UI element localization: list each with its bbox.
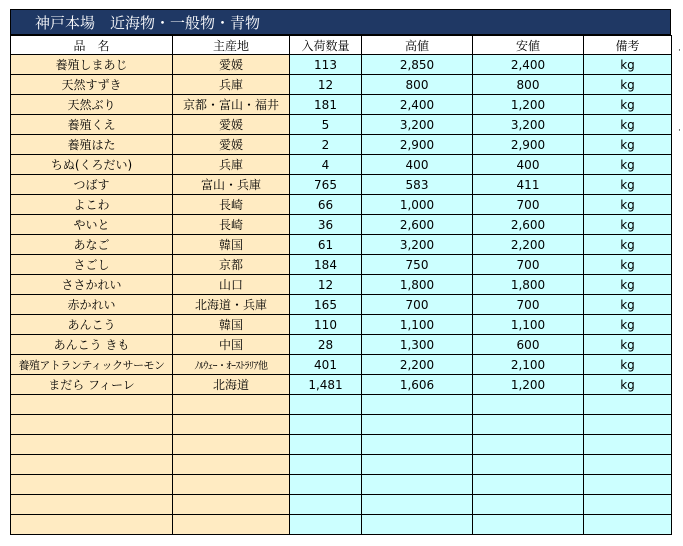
- price-sheet: [10, 9, 671, 535]
- empty-low-price-cell[interactable]: [473, 435, 584, 455]
- product-name-cell[interactable]: 赤かれい: [11, 295, 173, 315]
- product-name-cell[interactable]: さごし: [11, 255, 173, 275]
- table-row: [11, 295, 672, 315]
- high-price-cell[interactable]: 1,800: [362, 275, 473, 295]
- empty-origin-cell[interactable]: [173, 395, 290, 415]
- product-name-cell[interactable]: あんこう きも: [11, 335, 173, 355]
- high-price-cell[interactable]: 400: [362, 155, 473, 175]
- high-price-cell[interactable]: 1,000: [362, 195, 473, 215]
- quantity-cell[interactable]: 5: [290, 115, 362, 135]
- empty-row: [11, 495, 672, 515]
- origin-cell[interactable]: 韓国: [173, 235, 290, 255]
- empty-product-name-cell[interactable]: [11, 475, 173, 495]
- quantity-cell[interactable]: 113: [290, 55, 362, 75]
- origin-cell[interactable]: 兵庫: [173, 155, 290, 175]
- high-price-cell[interactable]: 2,900: [362, 135, 473, 155]
- quantity-cell[interactable]: 2: [290, 135, 362, 155]
- note-cell[interactable]: kg: [584, 75, 672, 95]
- origin-cell[interactable]: 長崎: [173, 215, 290, 235]
- price-table: [10, 35, 672, 535]
- empty-quantity-cell[interactable]: [290, 515, 362, 535]
- empty-row: [11, 475, 672, 495]
- note-cell[interactable]: kg: [584, 115, 672, 135]
- origin-cell[interactable]: 富山・兵庫: [173, 175, 290, 195]
- quantity-cell[interactable]: 12: [290, 275, 362, 295]
- table-row: [11, 375, 672, 395]
- origin-cell[interactable]: 愛媛: [173, 55, 290, 75]
- empty-high-price-cell[interactable]: [362, 455, 473, 475]
- table-row: [11, 315, 672, 335]
- origin-cell[interactable]: ﾉﾙｳｪｰ・ｵｰｽﾄﾗﾘｱ他: [173, 355, 290, 375]
- high-price-cell[interactable]: 700: [362, 295, 473, 315]
- low-price-cell[interactable]: 400: [473, 155, 584, 175]
- quantity-cell[interactable]: 66: [290, 195, 362, 215]
- low-price-cell[interactable]: 411: [473, 175, 584, 195]
- table-row: [11, 195, 672, 215]
- empty-row: [11, 455, 672, 475]
- empty-row: [11, 515, 672, 535]
- header-high: 高値: [362, 36, 473, 55]
- high-price-cell[interactable]: 2,200: [362, 355, 473, 375]
- high-price-cell[interactable]: 2,850: [362, 55, 473, 75]
- low-price-cell[interactable]: 800: [473, 75, 584, 95]
- empty-quantity-cell[interactable]: [290, 455, 362, 475]
- table-row: [11, 335, 672, 355]
- origin-cell[interactable]: 長崎: [173, 195, 290, 215]
- quantity-cell[interactable]: 36: [290, 215, 362, 235]
- table-row: [11, 55, 672, 75]
- origin-cell[interactable]: 北海道: [173, 375, 290, 395]
- empty-product-name-cell[interactable]: [11, 515, 173, 535]
- note-cell[interactable]: kg: [584, 355, 672, 375]
- note-cell[interactable]: kg: [584, 55, 672, 75]
- note-cell[interactable]: kg: [584, 135, 672, 155]
- table-row: [11, 275, 672, 295]
- empty-high-price-cell[interactable]: [362, 415, 473, 435]
- table-row: [11, 135, 672, 155]
- origin-cell[interactable]: 京都・富山・福井: [173, 95, 290, 115]
- empty-low-price-cell[interactable]: [473, 515, 584, 535]
- quantity-cell[interactable]: 181: [290, 95, 362, 115]
- header-quantity: 入荷数量: [290, 36, 362, 55]
- low-price-cell[interactable]: 700: [473, 295, 584, 315]
- empty-origin-cell[interactable]: [173, 475, 290, 495]
- empty-origin-cell[interactable]: [173, 495, 290, 515]
- note-cell[interactable]: kg: [584, 95, 672, 115]
- note-cell[interactable]: kg: [584, 375, 672, 395]
- empty-note-cell[interactable]: [584, 475, 672, 495]
- low-price-cell[interactable]: 1,800: [473, 275, 584, 295]
- empty-low-price-cell[interactable]: [473, 415, 584, 435]
- empty-product-name-cell[interactable]: [11, 455, 173, 475]
- quantity-cell[interactable]: 61: [290, 235, 362, 255]
- quantity-cell[interactable]: 28: [290, 335, 362, 355]
- table-row: [11, 155, 672, 175]
- product-name-cell[interactable]: あんこう: [11, 315, 173, 335]
- empty-quantity-cell[interactable]: [290, 415, 362, 435]
- product-name-cell[interactable]: ささかれい: [11, 275, 173, 295]
- empty-origin-cell[interactable]: [173, 515, 290, 535]
- high-price-cell[interactable]: 2,600: [362, 215, 473, 235]
- low-price-cell[interactable]: 2,900: [473, 135, 584, 155]
- origin-cell[interactable]: 愛媛: [173, 135, 290, 155]
- origin-cell[interactable]: 北海道・兵庫: [173, 295, 290, 315]
- note-cell[interactable]: kg: [584, 335, 672, 355]
- header-note: 備考: [584, 36, 672, 55]
- product-name-cell[interactable]: ちぬ(くろだい): [11, 155, 173, 175]
- low-price-cell[interactable]: 2,200: [473, 235, 584, 255]
- empty-note-cell[interactable]: [584, 495, 672, 515]
- empty-high-price-cell[interactable]: [362, 435, 473, 455]
- low-price-cell[interactable]: 1,200: [473, 95, 584, 115]
- table-row: [11, 355, 672, 375]
- product-name-cell[interactable]: 養殖はた: [11, 135, 173, 155]
- empty-row: [11, 435, 672, 455]
- quantity-cell[interactable]: 184: [290, 255, 362, 275]
- note-cell[interactable]: kg: [584, 235, 672, 255]
- note-cell[interactable]: kg: [584, 295, 672, 315]
- empty-quantity-cell[interactable]: [290, 495, 362, 515]
- empty-note-cell[interactable]: [584, 515, 672, 535]
- header-row: [11, 36, 672, 55]
- note-cell[interactable]: kg: [584, 175, 672, 195]
- origin-cell[interactable]: 愛媛: [173, 115, 290, 135]
- header-low: 安値: [473, 36, 584, 55]
- product-name-cell[interactable]: よこわ: [11, 195, 173, 215]
- high-price-cell[interactable]: 2,400: [362, 95, 473, 115]
- empty-quantity-cell[interactable]: [290, 435, 362, 455]
- empty-product-name-cell[interactable]: [11, 395, 173, 415]
- product-name-cell[interactable]: 養殖しまあじ: [11, 55, 173, 75]
- note-cell[interactable]: kg: [584, 315, 672, 335]
- header-name: 品 名: [11, 36, 173, 55]
- low-price-cell[interactable]: 3,200: [473, 115, 584, 135]
- low-price-cell[interactable]: 2,400: [473, 55, 584, 75]
- product-name-cell[interactable]: 養殖くえ: [11, 115, 173, 135]
- table-row: [11, 75, 672, 95]
- table-row: [11, 175, 672, 195]
- empty-origin-cell[interactable]: [173, 435, 290, 455]
- origin-cell[interactable]: 山口: [173, 275, 290, 295]
- product-name-cell[interactable]: 天然ぶり: [11, 95, 173, 115]
- empty-low-price-cell[interactable]: [473, 475, 584, 495]
- empty-high-price-cell[interactable]: [362, 395, 473, 415]
- note-cell[interactable]: kg: [584, 215, 672, 235]
- high-price-cell[interactable]: 1,100: [362, 315, 473, 335]
- product-name-cell[interactable]: あなご: [11, 235, 173, 255]
- high-price-cell[interactable]: 3,200: [362, 235, 473, 255]
- empty-high-price-cell[interactable]: [362, 495, 473, 515]
- low-price-cell[interactable]: 600: [473, 335, 584, 355]
- table-row: [11, 255, 672, 275]
- low-price-cell[interactable]: 2,600: [473, 215, 584, 235]
- empty-row: [11, 415, 672, 435]
- empty-low-price-cell[interactable]: [473, 455, 584, 475]
- sheet-title: 神戸本場 近海物・一般物・青物: [10, 9, 671, 35]
- empty-quantity-cell[interactable]: [290, 395, 362, 415]
- empty-high-price-cell[interactable]: [362, 475, 473, 495]
- product-name-cell[interactable]: 養殖アトランティックサーモン: [11, 355, 173, 375]
- origin-cell[interactable]: 韓国: [173, 315, 290, 335]
- empty-product-name-cell[interactable]: [11, 435, 173, 455]
- origin-cell[interactable]: 兵庫: [173, 75, 290, 95]
- product-name-cell[interactable]: 天然すずき: [11, 75, 173, 95]
- empty-high-price-cell[interactable]: [362, 515, 473, 535]
- empty-low-price-cell[interactable]: [473, 395, 584, 415]
- low-price-cell[interactable]: 1,100: [473, 315, 584, 335]
- empty-note-cell[interactable]: [584, 435, 672, 455]
- low-price-cell[interactable]: 700: [473, 195, 584, 215]
- origin-cell[interactable]: 京都: [173, 255, 290, 275]
- empty-low-price-cell[interactable]: [473, 495, 584, 515]
- high-price-cell[interactable]: 583: [362, 175, 473, 195]
- quantity-cell[interactable]: 1,481: [290, 375, 362, 395]
- empty-note-cell[interactable]: [584, 455, 672, 475]
- table-row: [11, 95, 672, 115]
- note-cell[interactable]: kg: [584, 255, 672, 275]
- product-name-cell[interactable]: つばす: [11, 175, 173, 195]
- origin-cell[interactable]: 中国: [173, 335, 290, 355]
- high-price-cell[interactable]: 1,300: [362, 335, 473, 355]
- note-cell[interactable]: kg: [584, 155, 672, 175]
- quantity-cell[interactable]: 165: [290, 295, 362, 315]
- high-price-cell[interactable]: 3,200: [362, 115, 473, 135]
- empty-product-name-cell[interactable]: [11, 495, 173, 515]
- table-row: [11, 115, 672, 135]
- quantity-cell[interactable]: 110: [290, 315, 362, 335]
- edge-mark: ·: [678, 46, 681, 56]
- empty-product-name-cell[interactable]: [11, 415, 173, 435]
- product-name-cell[interactable]: まだら フィーレ: [11, 375, 173, 395]
- high-price-cell[interactable]: 800: [362, 75, 473, 95]
- low-price-cell[interactable]: 700: [473, 255, 584, 275]
- empty-quantity-cell[interactable]: [290, 475, 362, 495]
- empty-row: [11, 395, 672, 415]
- high-price-cell[interactable]: 1,606: [362, 375, 473, 395]
- empty-origin-cell[interactable]: [173, 455, 290, 475]
- high-price-cell[interactable]: 750: [362, 255, 473, 275]
- empty-note-cell[interactable]: [584, 395, 672, 415]
- quantity-cell[interactable]: 401: [290, 355, 362, 375]
- note-cell[interactable]: kg: [584, 275, 672, 295]
- quantity-cell[interactable]: 4: [290, 155, 362, 175]
- table-row: [11, 215, 672, 235]
- empty-note-cell[interactable]: [584, 415, 672, 435]
- header-origin: 主産地: [173, 36, 290, 55]
- empty-origin-cell[interactable]: [173, 415, 290, 435]
- low-price-cell[interactable]: 1,200: [473, 375, 584, 395]
- low-price-cell[interactable]: 2,100: [473, 355, 584, 375]
- quantity-cell[interactable]: 765: [290, 175, 362, 195]
- product-name-cell[interactable]: やいと: [11, 215, 173, 235]
- note-cell[interactable]: kg: [584, 195, 672, 215]
- quantity-cell[interactable]: 12: [290, 75, 362, 95]
- table-row: [11, 235, 672, 255]
- edge-mark: ·: [678, 126, 681, 136]
